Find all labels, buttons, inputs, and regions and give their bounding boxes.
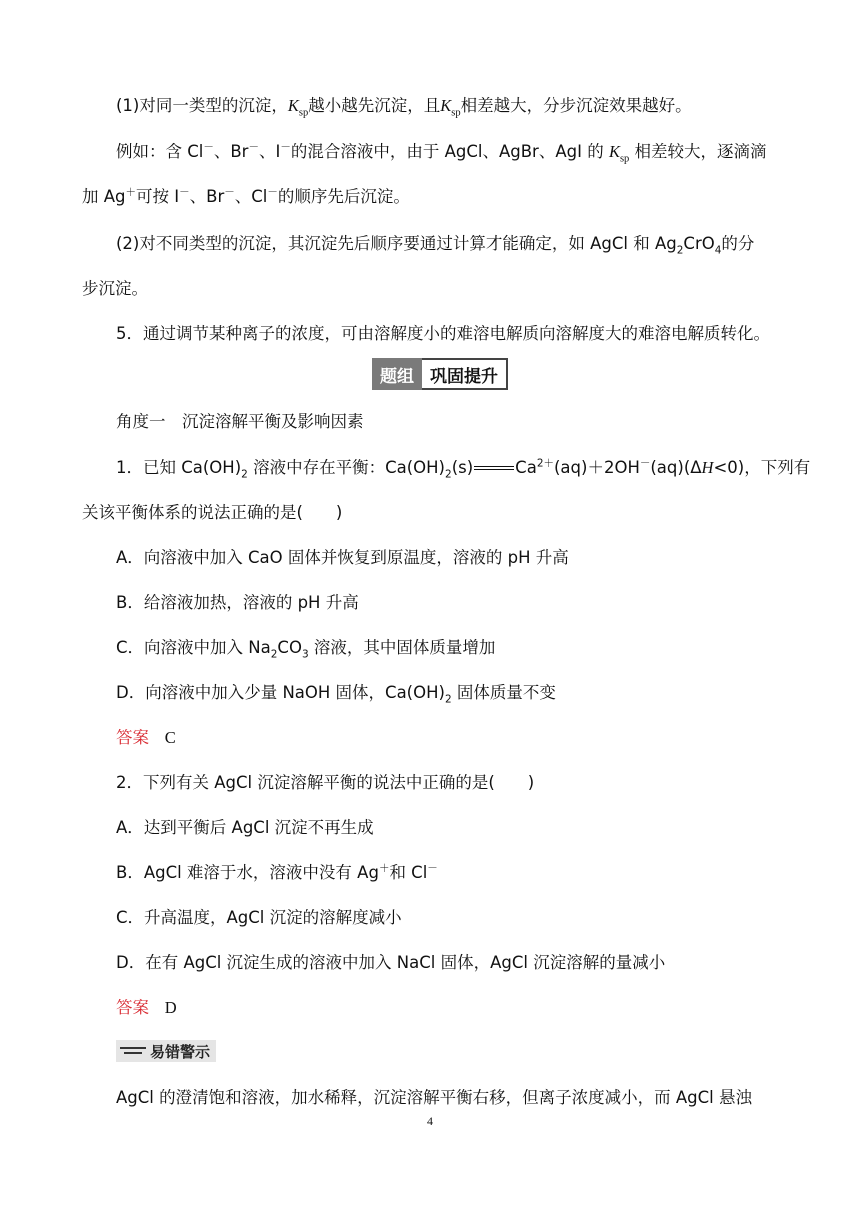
section-banner [372,358,508,390]
text: 的顺序先后沉淀。 [277,187,410,206]
text: 、I [258,142,281,161]
sp-sub: sp [451,107,461,119]
text: 、Cl [234,187,268,206]
h-symbol: H [701,458,714,477]
warning-heading [116,1040,216,1062]
text: (aq)＋2OH [554,458,640,477]
text: 关该平衡体系的说法正确的是( ) [82,503,343,522]
answer-label: 答案 [116,728,149,747]
text: CO [277,638,302,657]
text: 步沉淀。 [82,279,148,298]
text: 角度一 沉淀溶解平衡及影响因素 [116,412,364,431]
charge: 2＋ [536,457,554,470]
text: <0)，下列有 [713,458,811,477]
text: B．给溶液加热，溶液的 pH 升高 [116,593,359,612]
para-3 [82,187,410,207]
q1-option-b [116,593,359,613]
k-symbol: K [287,96,299,115]
text: 、Br [213,142,249,161]
charge: － [267,186,278,199]
text: 相差越大，分步沉淀效果越好。 [460,96,692,115]
text: 固体质量不变 [451,683,556,702]
last-paragraph [116,1088,752,1108]
subscript: 2 [270,648,278,661]
q1-option-c [116,638,496,661]
equilibrium-arrow-icon [474,464,514,474]
text: 溶液，其中固体质量增加 [308,638,496,657]
text: (2)对不同类型的沉淀，其沉淀先后顺序要通过计算才能确定，如 AgCl 和 Ag [116,234,677,253]
text: (1)对同一类型的沉淀， [116,96,288,115]
text: B．AgCl 难溶于水，溶液中没有 Ag [116,863,379,882]
q2-option-d [116,953,665,973]
charge: － [248,141,259,154]
answer-label: 答案 [116,998,149,1017]
text: 溶液中存在平衡：Ca(OH) [247,458,445,477]
text: Ca [515,458,537,477]
text: 可按 I [136,187,180,206]
k-symbol: K [608,142,620,161]
text: (aq)(Δ [650,458,702,477]
text: 2．下列有关 AgCl 沉淀溶解平衡的说法中正确的是( ) [116,773,535,792]
text: C．升高温度，AgCl 沉淀的溶解度减小 [116,908,402,927]
para-6 [116,324,770,344]
charge: － [203,141,214,154]
subscript: 2 [445,468,452,481]
charge: － [427,862,438,875]
q2-option-c [116,908,402,928]
banner-tag: 题组 [372,358,422,390]
text: D．在有 AgCl 沉淀生成的溶液中加入 NaCl 固体，AgCl 沉淀溶解的量减小 [116,953,666,972]
page-number: 4 [427,1114,433,1128]
answer-value: D [164,998,177,1017]
subscript: 3 [301,648,309,661]
q2-stem [116,773,534,793]
q2-option-a [116,818,374,838]
text: 越小越先沉淀，且 [308,96,441,115]
sp-sub: sp [619,153,630,165]
text: CrO [683,234,715,253]
q2-option-b [116,863,438,883]
charge: ＋ [378,862,390,875]
text: C．向溶液中加入 Na [116,638,271,657]
charge: － [179,186,190,199]
q1-stem-line-1 [116,457,811,481]
divider-lines-icon [120,1045,146,1057]
angle-heading [116,412,364,432]
answer-value: C [164,728,176,747]
text: 例如：含 Cl [116,142,204,161]
text: A．达到平衡后 AgCl 沉淀不再生成 [116,818,374,837]
text: D．向溶液中加入少量 NaOH 固体，Ca(OH) [116,683,445,702]
para-1 [116,96,692,119]
charge: － [280,141,291,154]
text: AgCl 的澄清饱和溶液，加水稀释，沉淀溶解平衡右移，但离子浓度减小，而 AgCl 悬浊 [116,1088,752,1107]
q1-answer [116,728,176,748]
subscript: 2 [241,468,248,481]
text: 相差较大，逐滴滴 [629,142,767,161]
para-2 [116,141,767,165]
q1-option-d [116,683,556,706]
text: 和 Cl [389,863,428,882]
q1-option-a [116,548,569,568]
k-symbol: K [440,96,452,115]
q2-answer [116,998,177,1018]
text: 的混合溶液中，由于 AgCl、AgBr、AgI 的 [290,142,609,161]
text: 的分 [721,234,755,253]
text: 、Br [189,187,225,206]
subscript: 2 [444,693,452,706]
text: 5．通过调节某种离子的浓度，可由溶解度小的难溶电解质向溶解度大的难溶电解质转化。 [116,324,770,343]
warning-label: 易错警示 [150,1042,211,1061]
sp-sub: sp [298,107,309,119]
text: 1．已知 Ca(OH) [116,458,242,477]
text: (s) [451,458,474,477]
subscript: 2 [676,244,684,257]
subscript: 4 [714,244,722,257]
para-4 [116,234,755,257]
text: 加 Ag [82,187,126,206]
charge: － [639,457,651,470]
charge: ＋ [125,186,137,199]
q1-stem-line-2 [82,503,342,523]
para-5 [82,279,148,299]
charge: － [224,186,235,199]
text: A．向溶液中加入 CaO 固体并恢复到原温度，溶液的 pH 升高 [116,548,569,567]
banner-title: 巩固提升 [422,358,508,390]
